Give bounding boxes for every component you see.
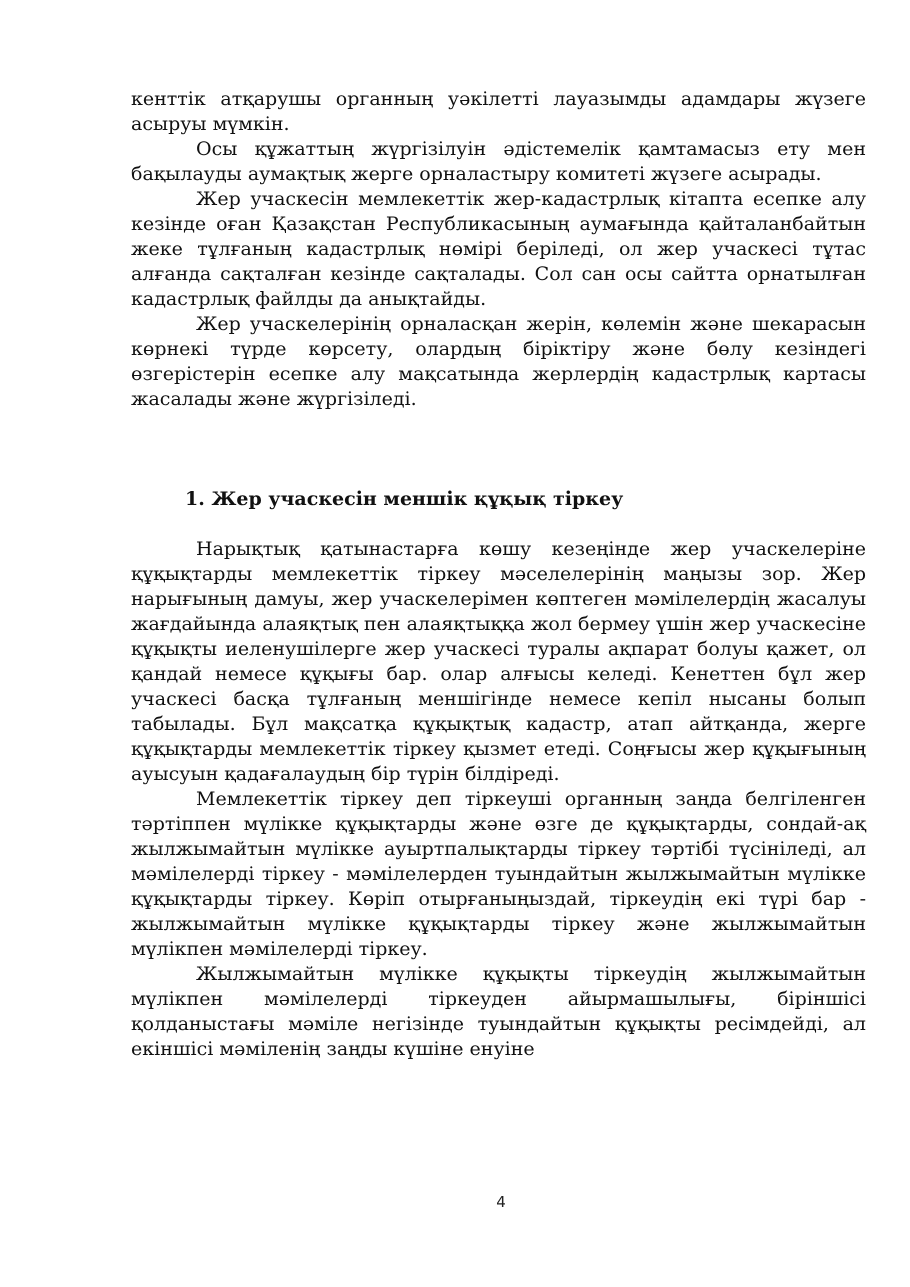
section-heading: 1. Жер учаскесін меншік құқық тіркеу xyxy=(185,488,624,510)
page-body xyxy=(131,87,866,1062)
paragraph-cadastral-number: Жер учаскесін мемлекеттік жер-кадастрлық кітапта есепке алу кезінде оған Қазақстан Республикасының аумағында қайталанбайтын жеке тұлғаның кадастрлық нөмірі беріледі, ол жер учаскесі тұтас алғанда сақталған кезінде сақталады. Сол сан осы сайтта орнатылған кадастрлық файлды да анықтайды. xyxy=(131,188,866,310)
paragraph-registration-difference: Жылжымайтын мүлікке құқықты тіркеудің жылжымайтын мүлікпен мәмілелерді тіркеуден айырмашылығы, біріншісі қолданыстағы мәміле негізінде туындайтын құқықты ресімдейді, ал екіншісі мәміленің заңды күшіне енуіне xyxy=(131,963,866,1060)
page-number: 4 xyxy=(496,1193,506,1211)
paragraph-methodology: Осы құжаттың жүргізілуін әдістемелік қамтамасыз ету мен бақылауды аумақтық жерге орналастыру комитеті жүзеге асырады. xyxy=(131,138,866,185)
paragraph-cadastral-map: Жер учаскелерінің орналасқан жерін, көлемін және шекарасын көрнекі түрде көрсету, олардың біріктіру және бөлу кезіндегі өзгерістерін есепке алу мақсатында жерлердің кадастрлық картасы жасалады және жүргізіледі. xyxy=(131,313,866,410)
paragraph-market-relations: Нарықтық қатынастарға көшу кезеңінде жер учаскелеріне құқықтарды мемлекеттік тіркеу мәселелерінің маңызы зор. Жер нарығының дамуы, жер учаскелерімен көптеген мәмілелердің жасалуы жағдайында алаяқтық пен алаяқтыққа жол бермеу үшін жер учаскесіне құқықты иеленушілерге жер учаскесі туралы ақпарат болуы қажет, ол қандай немесе құқығы бар. олар алғысы келеді. Кенеттен бұл жер учаскесі басқа тұлғаның меншігінде немесе кепіл нысаны болып табылады. Бұл мақсатқа құқықтық кадастр, атап айтқанда, жерге құқықтарды мемлекеттік тіркеу қызмет етеді. Соңғысы жер құқығының ауысуын қадағалаудың бір түрін білдіреді. xyxy=(131,538,866,785)
paragraph-state-registration: Мемлекеттік тіркеу деп тіркеуші органның заңда белгіленген тәртіппен мүлікке құқықтарды және өзге де құқықтарды, сондай-ақ жылжымайтын мүлікке ауыртпалықтарды тіркеу тәртібі түсініледі, ал мәмілелерді тіркеу - мәмілелерден туындайтын жылжымайтын мүлікке құқықтарды тіркеу. Көріп отырғаныңыздай, тіркеудің екі түрі бар - жылжымайтын мүлікке құқықтарды тіркеу және жылжымайтын мүлікпен мәмілелерді тіркеу. xyxy=(131,788,866,960)
paragraph-continuation: кенттік атқарушы органның уәкілетті лауазымды адамдары жүзеге асыруы мүмкін. xyxy=(131,88,866,135)
